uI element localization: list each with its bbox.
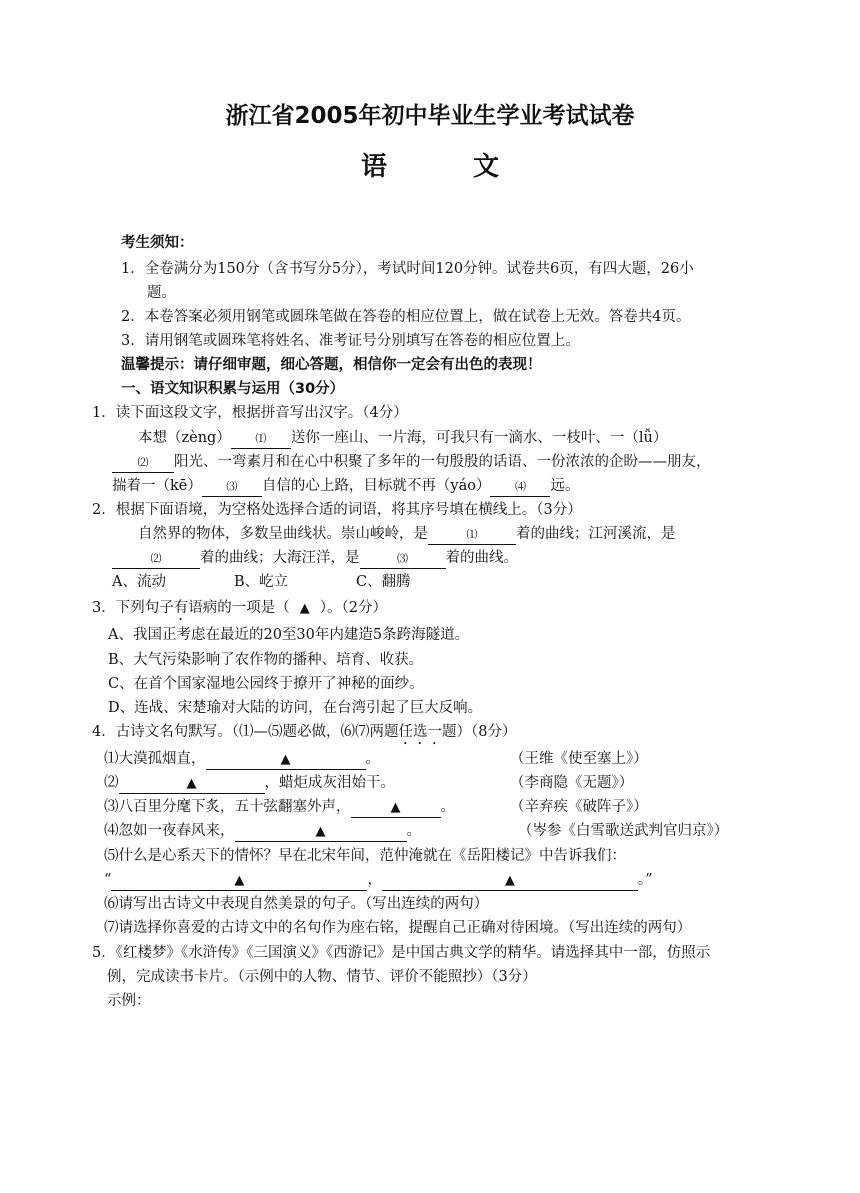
q4-blank-1[interactable]: ▲ (206, 751, 366, 770)
q3-option-d: D、连战、宋楚瑜对大陆的访问，在台湾引起了巨大反响。 (108, 700, 483, 716)
q4-blank-5b[interactable]: ▲ (382, 872, 638, 891)
notice-heading: 考生须知： (121, 235, 194, 251)
q1-blank-1[interactable]: ⑴ (231, 430, 291, 449)
q1-blank-2[interactable]: ⑵ (112, 454, 174, 473)
answer-triangle-icon: ▲ (299, 601, 310, 616)
q4-text: 题）（8分） (441, 724, 517, 740)
q4-poem-3 (104, 797, 455, 818)
warm-tip (121, 355, 542, 375)
q1-line-3 (112, 476, 579, 497)
q4-text: ⑵ (104, 775, 119, 791)
q5-stem: 5．《红楼梦》《水浒传》《三国演义》《西游记》是中国古典文学的精华。请选择其中一部，仿照示 (92, 945, 711, 961)
q1-blank-4[interactable]: ⑷ (490, 478, 550, 497)
q4-text: ， (367, 872, 382, 888)
q1-text: 送你一座山、一片海，可我只有一滴水、一枝叶、一（lǚ） (290, 430, 668, 446)
warm-tip-label: 温馨提示： (121, 357, 194, 373)
q3-stem (92, 598, 387, 624)
q4-text: ，蜡炬成灰泪始干。 (264, 775, 395, 791)
q1-text: 自信的心上路，目标就不再（yáo） (261, 478, 491, 494)
q4-text: “ (104, 872, 112, 888)
q1-line-1 (138, 428, 667, 449)
q4-poem-5: ⑸什么是心系天下的情怀？早在北宋年间，范仲淹就在《岳阳楼记》中告诉我们： (104, 848, 626, 864)
q1-blank-3[interactable]: ⑶ (202, 478, 262, 497)
q4-blank-3[interactable]: ▲ (351, 799, 441, 818)
q2-option-c: C、翻腾 (356, 574, 411, 590)
q3-text: 语病的一项是（ (188, 600, 290, 616)
q1-line-2 (112, 452, 711, 473)
q4-source-1: （王维《使至塞上》） (510, 751, 648, 767)
q1-text: 阳光、一弯素月和在心中积聚了多年的一句殷殷的话语、一份浓浓的企盼——朋友， (174, 454, 711, 470)
q2-text: 着的曲线。 (445, 550, 518, 566)
q4-poem-6: ⑹请写出古诗文中表现自然美景的句子。（写出连续的两句） (104, 896, 489, 912)
q3-text: 3．下列句子 (92, 600, 174, 616)
q5-stem-cont: 例，完成读书卡片。（示例中的人物、情节、评价不能照抄）（3分） (107, 969, 537, 985)
subject-title: 语 文 (360, 152, 529, 182)
q4-text: 。 (365, 751, 380, 767)
q4-text: 。” (637, 872, 653, 888)
q4-stem (92, 722, 516, 748)
q2-option-a: A、流动 (112, 574, 166, 590)
warm-tip-text: 请仔细审题，细心答题，相信你一定会有出色的表现！ (193, 357, 542, 373)
q2-blank-2[interactable]: ⑵ (112, 550, 200, 569)
q3-option-c: C、在首个国家湿地公园终于撩开了神秘的面纱。 (108, 676, 424, 692)
q2-stem: 2．根据下面语境，为空格处选择合适的词语，将其序号填在横线上。（3分） (92, 502, 582, 518)
q2-line-2 (112, 548, 518, 569)
q4-blank-5a[interactable]: ▲ (111, 872, 367, 891)
q4-poem-4 (104, 821, 421, 842)
q1-text: 本想（zèng） (138, 430, 231, 446)
q4-text: ⑷忽如一夜春风来， (104, 823, 235, 839)
q4-source-2: （李商隐《无题》） (510, 775, 634, 791)
notice-item-1-cont: 题。 (147, 285, 176, 301)
exam-title: 浙江省2005年初中毕业生学业考试试卷 (225, 103, 635, 129)
q4-text: 4．古诗文名句默写。（⑴—⑸题必做，⑹⑺两题 (92, 724, 399, 740)
q3-option-a: A、我国正考虑在最近的20至30年内建造5条跨海隧道。 (108, 627, 470, 643)
q4-poem-7: ⑺请选择你喜爱的古诗文中的名句作为座右铭，提醒自己正确对待困境。（写出连续的两句） (104, 920, 692, 936)
q3-text: ）。（2分） (319, 600, 387, 616)
q2-text: 着的曲线；江河溪流，是 (516, 526, 676, 542)
q4-text: 。 (440, 799, 455, 815)
q4-text: 。 (406, 823, 421, 839)
q2-text: 自然界的物体，多数呈曲线状。崇山峻岭，是 (138, 526, 428, 542)
q4-blank-2[interactable]: ▲ (119, 775, 265, 794)
q4-blank-4[interactable]: ▲ (235, 823, 407, 842)
q2-blank-3[interactable]: ⑶ (360, 550, 446, 569)
q2-text: 着的曲线；大海汪洋，是 (200, 550, 360, 566)
q1-text: 揣着一（kē） (112, 478, 202, 494)
q4-text: ⑴大漠孤烟直， (104, 751, 206, 767)
q1-text: 远。 (550, 478, 580, 494)
q2-blank-1[interactable]: ⑴ (428, 526, 516, 545)
q1-stem: 1．读下面这段文字，根据拼音写出汉字。（4分） (92, 405, 408, 421)
q3-option-b: B、大气污染影响了农作物的播种、培育、收获。 (108, 652, 424, 668)
q4-emphasis: 任选一 (398, 724, 442, 740)
q4-poem-1 (104, 749, 380, 770)
q4-poem-5-blanks (104, 870, 653, 891)
q5-example-label: 示例： (107, 993, 151, 1009)
section-1-heading: 一、语文知识积累与运用（30分） (121, 381, 345, 397)
notice-item-2: 2．本卷答案必须用钢笔或圆珠笔做在答卷的相应位置上，做在试卷上无效。答卷共4页。 (121, 309, 691, 325)
q4-source-3: （辛弃疾《破阵子》） (510, 799, 648, 815)
q4-source-4: （岑参《白雪歌送武判官归京》） (518, 823, 729, 839)
q4-poem-2 (104, 773, 395, 794)
q2-option-b: B、屹立 (234, 574, 289, 590)
q4-text: ⑶八百里分麾下炙，五十弦翻塞外声， (104, 799, 351, 815)
notice-item-1: 1．全卷满分为150分（含书写分5分），考试时间120分钟。试卷共6页，有四大题，26小 (121, 261, 694, 277)
notice-item-3: 3．请用钢笔或圆珠笔将姓名、准考证号分别填写在答卷的相应位置上。 (121, 333, 580, 349)
q2-line-1 (138, 524, 676, 545)
q3-emphasis: 有 (173, 600, 189, 616)
